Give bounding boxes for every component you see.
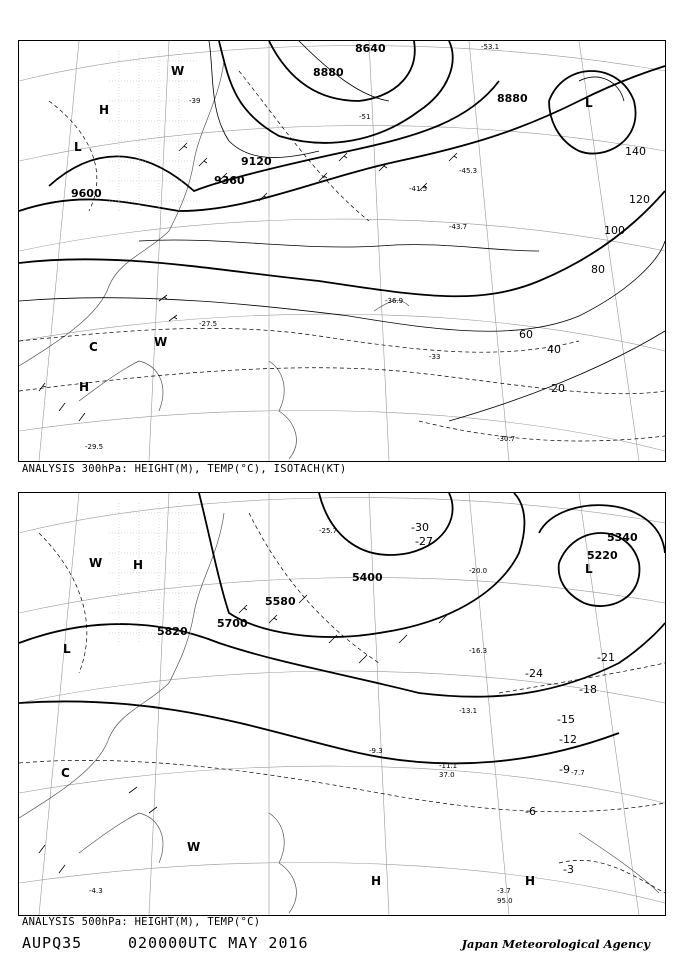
- temp-contour-label: -9: [559, 763, 570, 776]
- lower-map-caption: ANALYSIS 500hPa: HEIGHT(M), TEMP(°C): [22, 916, 261, 928]
- temp-sample: -29.5: [85, 443, 104, 451]
- isotach-label: 40: [547, 343, 561, 356]
- temp-sample: -16.3: [469, 647, 488, 655]
- warm-center: W: [154, 335, 168, 349]
- height-label: 9120: [241, 155, 272, 168]
- pressure-centers: [61, 556, 593, 888]
- product-code: AUPQ35: [22, 934, 83, 952]
- high-center: H: [133, 558, 144, 572]
- cold-center: C: [61, 766, 70, 780]
- cold-center: C: [89, 340, 98, 354]
- height-label: 5820: [157, 625, 188, 638]
- lower-map-500hpa: [18, 492, 666, 916]
- low-center: L: [585, 96, 593, 110]
- height-label: 5340: [607, 531, 638, 544]
- height-label: 5220: [587, 549, 618, 562]
- height-label: 8880: [313, 66, 344, 79]
- warm-center: W: [89, 556, 103, 570]
- height-label: 9600: [71, 187, 102, 200]
- temp-sample: 37.0: [439, 771, 455, 779]
- temp-contour-label: -30: [411, 521, 429, 534]
- temp-sample: -51: [359, 113, 371, 121]
- temp-contour-label: -18: [579, 683, 597, 696]
- height-label: 8880: [497, 92, 528, 105]
- temp-sample: -13.1: [459, 707, 478, 715]
- temp-sample: -20.0: [469, 567, 488, 575]
- temperature-samples: [89, 527, 585, 905]
- high-center: H: [79, 380, 90, 394]
- isotach-label: 80: [591, 263, 605, 276]
- temp-sample: -11.1: [439, 762, 458, 770]
- temp-sample: -25.7: [319, 527, 338, 535]
- valid-time: 020000UTC MAY 2016: [128, 934, 309, 952]
- height-labels: [157, 531, 638, 638]
- upper-map-caption: ANALYSIS 300hPa: HEIGHT(M), TEMP(°C), ISOTACH(KT): [22, 463, 347, 475]
- agency-name: Japan Meteorological Agency: [461, 937, 650, 951]
- temp-sample: -43.7: [449, 223, 468, 231]
- isotach-label: 60: [519, 328, 533, 341]
- temp-contour-label: -15: [557, 713, 575, 726]
- lower-map-svg: [19, 493, 665, 915]
- temp-contour-label: -21: [597, 651, 615, 664]
- temp-sample: -33: [429, 353, 441, 361]
- isotach-label: 100: [604, 224, 625, 237]
- height-label: 5400: [352, 571, 383, 584]
- low-center: L: [585, 562, 593, 576]
- isotach-label: 140: [625, 145, 646, 158]
- temp-sample: -45.3: [459, 167, 478, 175]
- upper-map-300hpa: [18, 40, 666, 462]
- temp-sample: -4.3: [89, 887, 103, 895]
- mesh-region: [109, 51, 199, 211]
- isotach-label: 20: [551, 382, 565, 395]
- temp-sample: -3.7: [497, 887, 511, 895]
- temp-sample: -53.1: [481, 43, 500, 51]
- warm-center: W: [171, 64, 185, 78]
- temp-sample: -9.3: [369, 747, 383, 755]
- temp-sample: -36.9: [385, 297, 404, 305]
- temp-sample: -41.5: [409, 185, 428, 193]
- low-center: L: [63, 642, 71, 656]
- temp-sample: -30.7: [497, 435, 516, 443]
- isotach-contours: [19, 41, 665, 421]
- temp-sample: 95.0: [497, 897, 513, 905]
- height-label: 5580: [265, 595, 296, 608]
- height-label: 5700: [217, 617, 248, 630]
- height-label: 9360: [214, 174, 245, 187]
- pressure-centers: [74, 64, 593, 394]
- high-center: H: [525, 874, 536, 888]
- mesh-region: [109, 503, 199, 643]
- high-center: H: [371, 874, 382, 888]
- temp-contour-label: -24: [525, 667, 543, 680]
- warm-center: W: [187, 840, 201, 854]
- wind-barbs: [39, 143, 457, 421]
- upper-map-svg: [19, 41, 665, 461]
- wind-barbs: [39, 595, 447, 873]
- temp-contour-label: -12: [559, 733, 577, 746]
- isotach-labels: [519, 145, 650, 395]
- temp-sample: -27.5: [199, 320, 218, 328]
- graticule: [19, 41, 665, 461]
- isotach-label: 120: [629, 193, 650, 206]
- temp-contour-label: -27: [415, 535, 433, 548]
- temp-sample: -7.7: [571, 769, 585, 777]
- temp-sample: -39: [189, 97, 201, 105]
- height-label: 8640: [355, 42, 386, 55]
- high-center: H: [99, 103, 110, 117]
- temp-contour-label: -6: [525, 805, 536, 818]
- temp-contour-label: -3: [563, 863, 574, 876]
- low-center: L: [74, 140, 82, 154]
- isotherm-contours: [19, 71, 665, 441]
